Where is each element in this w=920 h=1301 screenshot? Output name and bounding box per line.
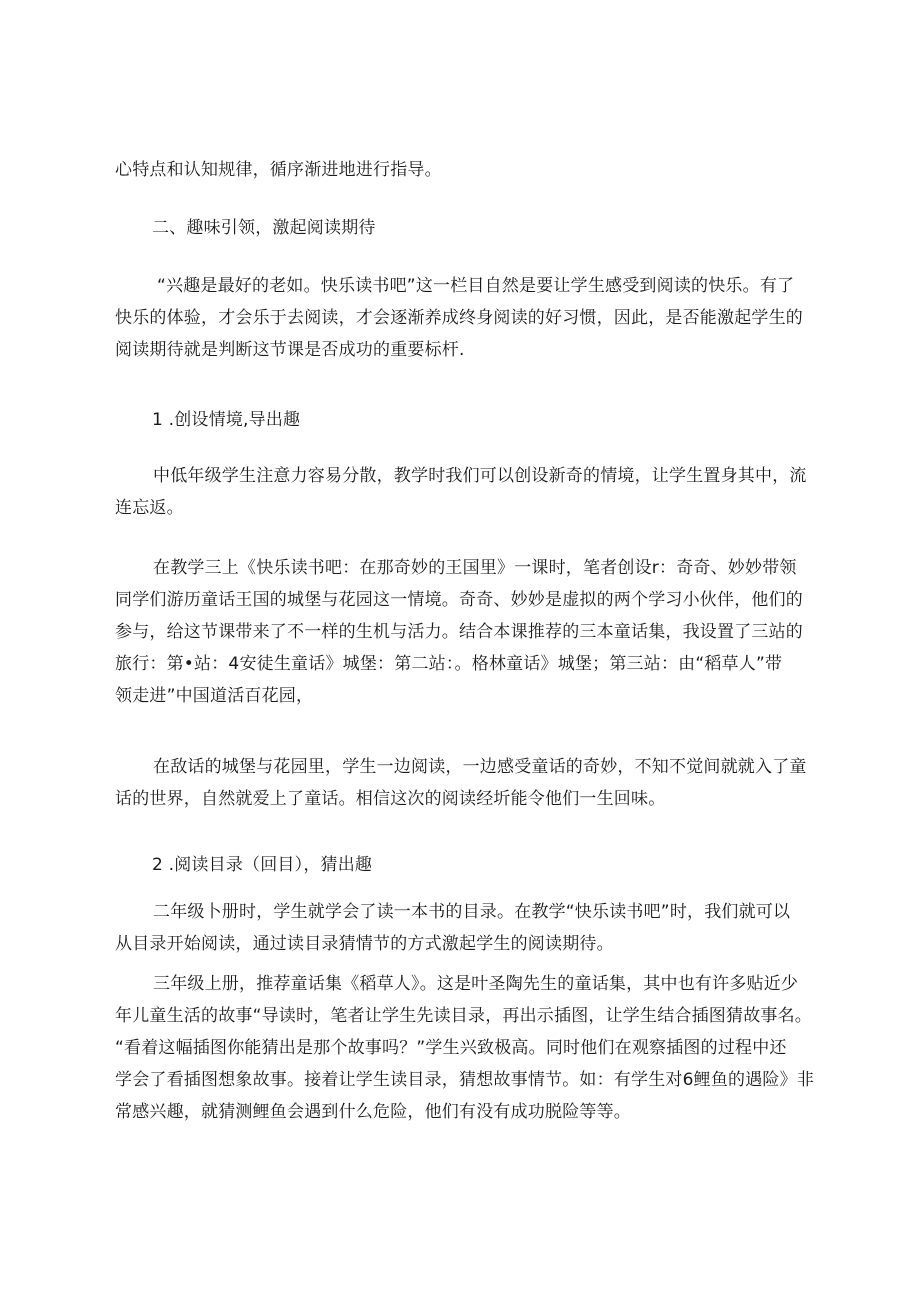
text-line: 旅行：第•站：4安徒生童话》城堡：第二站：。格林童话》城堡；第三站：由“稻草人”带 bbox=[115, 654, 783, 674]
text-line: 常感兴趣，就猜测鲤鱼会遇到什么危险，他们有没有成功脱险等等。 bbox=[115, 1102, 631, 1122]
paragraph-situation bbox=[115, 460, 815, 524]
paragraph-teaching-example bbox=[115, 552, 815, 712]
text-line: 同学们游历童话王国的城堡与花园这一情境。奇奇、妙妙是虚拟的两个学习小伙伴，他们的 bbox=[115, 590, 803, 610]
subheading-1 bbox=[152, 404, 852, 436]
text-line: 从目录开始阅读，通过读目录猜情节的方式激起学生的阅读期待。 bbox=[115, 934, 614, 954]
text-line: 2 .阅读目录（回目），猜出趣 bbox=[152, 855, 373, 875]
text-line: 二年级卜册时，学生就学会了读一本书的目录。在教学“快乐读书吧”时，我们就可以 bbox=[153, 902, 791, 922]
text-line: 话的世界，自然就爱上了童话。相信这次的阅读经圻能令他们一生回味。 bbox=[115, 789, 666, 809]
text-line: 在敌话的城堡与花园里，学生一边阅读，一边感受童话的奇妙，不知不觉间就就入了童 bbox=[153, 757, 807, 777]
text-line: 二、趣味引领，激起阅读期待 bbox=[152, 218, 376, 238]
paragraph-continuation bbox=[115, 154, 815, 186]
paragraph-table-of-contents bbox=[115, 896, 815, 960]
text-line: 中低年级学生注意力容易分散，教学时我们可以创设新奇的情境，让学生置身其中，流 bbox=[153, 466, 807, 486]
text-line: 参与，给这节课带来了不一样的生机与活力。结合本课推荐的三本童话集，我设置了三站的 bbox=[115, 622, 803, 642]
paragraph-interest bbox=[115, 270, 815, 366]
text-line: 学会了看插图想象故事。接着让学生读目录，猜想故事情节。如：有学生对6鲤鱼的遇险》非 bbox=[115, 1070, 815, 1090]
text-line: 1 .创设情境,导出趣 bbox=[152, 410, 301, 430]
text-line: 心特点和认知规律，循序渐进地进行指导。 bbox=[115, 160, 442, 180]
section-heading bbox=[152, 212, 852, 244]
paragraph-fairy-tale-world bbox=[115, 751, 815, 815]
text-line: 领走进”中国道活百花园， bbox=[115, 686, 314, 706]
text-line: 在教学三上《快乐读书吧：在那奇妙的王国里》一课时，笔者创设r：奇奇、妙妙带领 bbox=[153, 558, 797, 578]
text-line: 阅读期待就是判断这节课是否成功的重要标杆. bbox=[115, 340, 465, 360]
subheading-2 bbox=[152, 849, 852, 881]
text-line: “看着这幅插图你能猜出是那个故事吗？”学生兴致极高。同时他们在观察插图的过程中还 bbox=[115, 1038, 787, 1058]
text-line: 年儿童生活的故事“导读时，笔者让学生先读目录，再出示插图，让学生结合插图猜故事名。 bbox=[115, 1006, 813, 1026]
paragraph-scarecrow bbox=[115, 968, 815, 1128]
text-line: 快乐的体验，才会乐于去阅读，才会逐渐养成终身阅读的好习惯，因此，是否能激起学生的 bbox=[115, 308, 803, 328]
text-line: “兴趣是最好的老如。快乐读书吧”这一栏目自然是要让学生感受到阅读的快乐。有了 bbox=[157, 276, 795, 296]
text-line: 连忘返。 bbox=[115, 498, 184, 518]
text-line: 三年级上册，推荐童话集《稻草人》。这是叶圣陶先生的童话集，其中也有许多贴近少 bbox=[153, 974, 799, 994]
